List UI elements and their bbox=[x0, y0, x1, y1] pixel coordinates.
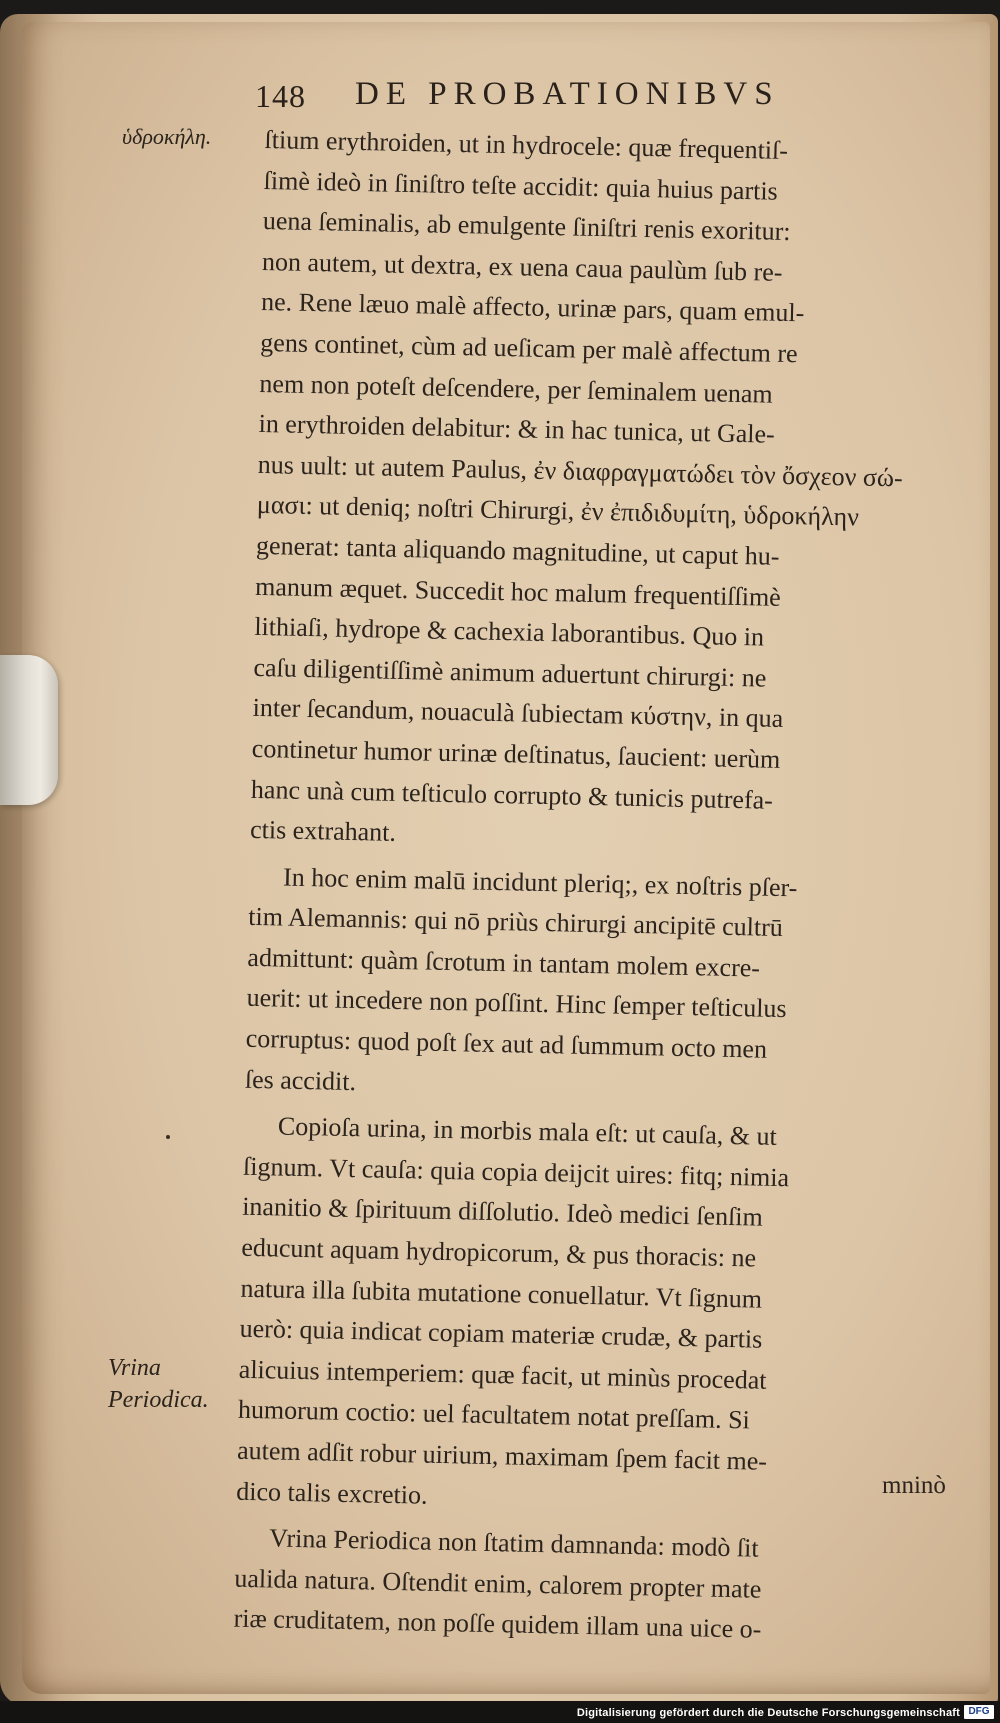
running-title: DE PROBATIONIBVS bbox=[355, 76, 780, 112]
body-text bbox=[233, 120, 905, 1653]
funding-credit: Digitalisierung gefördert durch die Deutsche Forschungsgemeinschaft bbox=[576, 1707, 960, 1719]
text-line: caſu diligentiſſimè animum aduertunt chirurgi: ne bbox=[253, 652, 767, 693]
catchword: mninò bbox=[882, 1472, 946, 1499]
text-line: nus uult: ut autem Paulus, ἐν διαφραγματώδει τὸν ὄσχεον σώ- bbox=[257, 449, 903, 493]
text-line: uerit: ut incedere non poſſint. Hinc ſemper teſticulus bbox=[246, 983, 787, 1024]
paragraph-3 bbox=[236, 1106, 884, 1525]
text-line: manum æquet. Succedit hoc malum frequentiſſimè bbox=[254, 571, 782, 612]
text-line: alicuius intemperiem: quæ facit, ut minùs procedat bbox=[238, 1354, 767, 1395]
margin-note-greek: ὑδροκήλη. bbox=[122, 124, 212, 149]
text-line: inter ſecandum, nouaculà ſubiectam κύστην, in qua bbox=[252, 693, 784, 734]
text-line: μασι: ut deniq; noſtri Chirurgi, ἐν ἐπιδιδυμίτη, ὑδροκήλην bbox=[256, 490, 860, 532]
paragraph-1 bbox=[250, 120, 905, 864]
footer-bar bbox=[0, 1701, 1000, 1723]
text-line: riæ cruditatem, non poſſe quidem illam una uice o- bbox=[233, 1604, 762, 1645]
text-line: nem non poteſt deſcendere, per ſeminalem uenam bbox=[259, 368, 773, 409]
text-line: humorum coctio: uel facultatem notat preſſam. Si bbox=[237, 1395, 751, 1435]
margin-note-latin: Vrina Periodica. bbox=[108, 1355, 209, 1413]
text-line: continetur humor urinæ deſtinatus, ſaucient: uerùm bbox=[251, 733, 781, 774]
text-line: autem adſit robur uirium, maximam ſpem facit me- bbox=[236, 1435, 768, 1476]
text-line: ualida natura. Oſtendit enim, calorem propter mate bbox=[234, 1563, 762, 1604]
paragraph-2 bbox=[244, 857, 889, 1114]
page-number: 148 bbox=[255, 78, 306, 114]
text-line: ne. Rene læuo malè affecto, urinæ pars, quam emul- bbox=[260, 287, 805, 328]
text-line: inanitio & ſpirituum diſſolutio. Ideò medici ſenſim bbox=[241, 1192, 764, 1233]
text-line: generat: tanta aliquando magnitudine, ut caput hu- bbox=[255, 530, 780, 571]
text-line: admittunt: quàm ſcrotum in tantam molem excre- bbox=[247, 942, 761, 983]
text-line: ſignum. Vt cauſa: quia copia deijcit uires: fitq; nimia bbox=[242, 1151, 790, 1193]
text-line: ſtium erythroiden, ut in hydrocele: quæ frequentiſ- bbox=[264, 124, 789, 165]
text-line: ctis extrahant. bbox=[249, 814, 397, 847]
text-line: non autem, ut dextra, ex uena caua paulùm ſub re- bbox=[261, 246, 783, 287]
dfg-logo: DFG bbox=[964, 1705, 994, 1719]
text-line: gens continet, cùm ad ueſicam per malè affectum re bbox=[260, 327, 798, 369]
paragraph-4 bbox=[233, 1518, 875, 1653]
text-line: lithiaſi, hydrope & cachexia laborantibus. Quo in bbox=[254, 612, 765, 652]
page-header bbox=[255, 78, 905, 118]
text-line: uerò: quia indicat copiam materiæ crudæ, & partis bbox=[239, 1313, 763, 1354]
text-line: ſimè ideò in ſiniſtro teſte accidit: quia huius partis bbox=[263, 165, 779, 206]
text-line: Copioſa urina, in morbis mala eſt: ut cauſa, & ut bbox=[277, 1111, 778, 1152]
text-line: ſes accidit. bbox=[244, 1064, 357, 1096]
text-line: tim Alemannis: qui nō priùs chirurgi ancipitē cultrū bbox=[248, 902, 784, 943]
text-line: educunt aquam hydropicorum, & pus thoracis: ne bbox=[241, 1232, 757, 1273]
text-line: Vrina Periodica non ſtatim damnanda: modò ſit bbox=[268, 1523, 759, 1563]
margin-dot bbox=[166, 1135, 170, 1139]
text-line: in erythroiden delabitur: & in hac tunica, ut Gale- bbox=[258, 409, 776, 449]
text-line: uena ſeminalis, ab emulgente ſiniſtri renis exoritur: bbox=[262, 206, 791, 247]
page-clip bbox=[0, 655, 58, 805]
text-line: In hoc enim malū incidunt pleriq;, ex noſtris pſer- bbox=[282, 862, 798, 903]
text-line: hanc unà cum teſticulo corrupto & tunicis putrefa- bbox=[250, 774, 774, 815]
text-line: natura illa ſubita mutatione conuellatur. Vt ſignum bbox=[240, 1273, 763, 1314]
text-line: corruptus: quod poſt ſex aut ad ſummum octo men bbox=[245, 1023, 768, 1064]
text-line: dico talis excretio. bbox=[235, 1476, 428, 1510]
